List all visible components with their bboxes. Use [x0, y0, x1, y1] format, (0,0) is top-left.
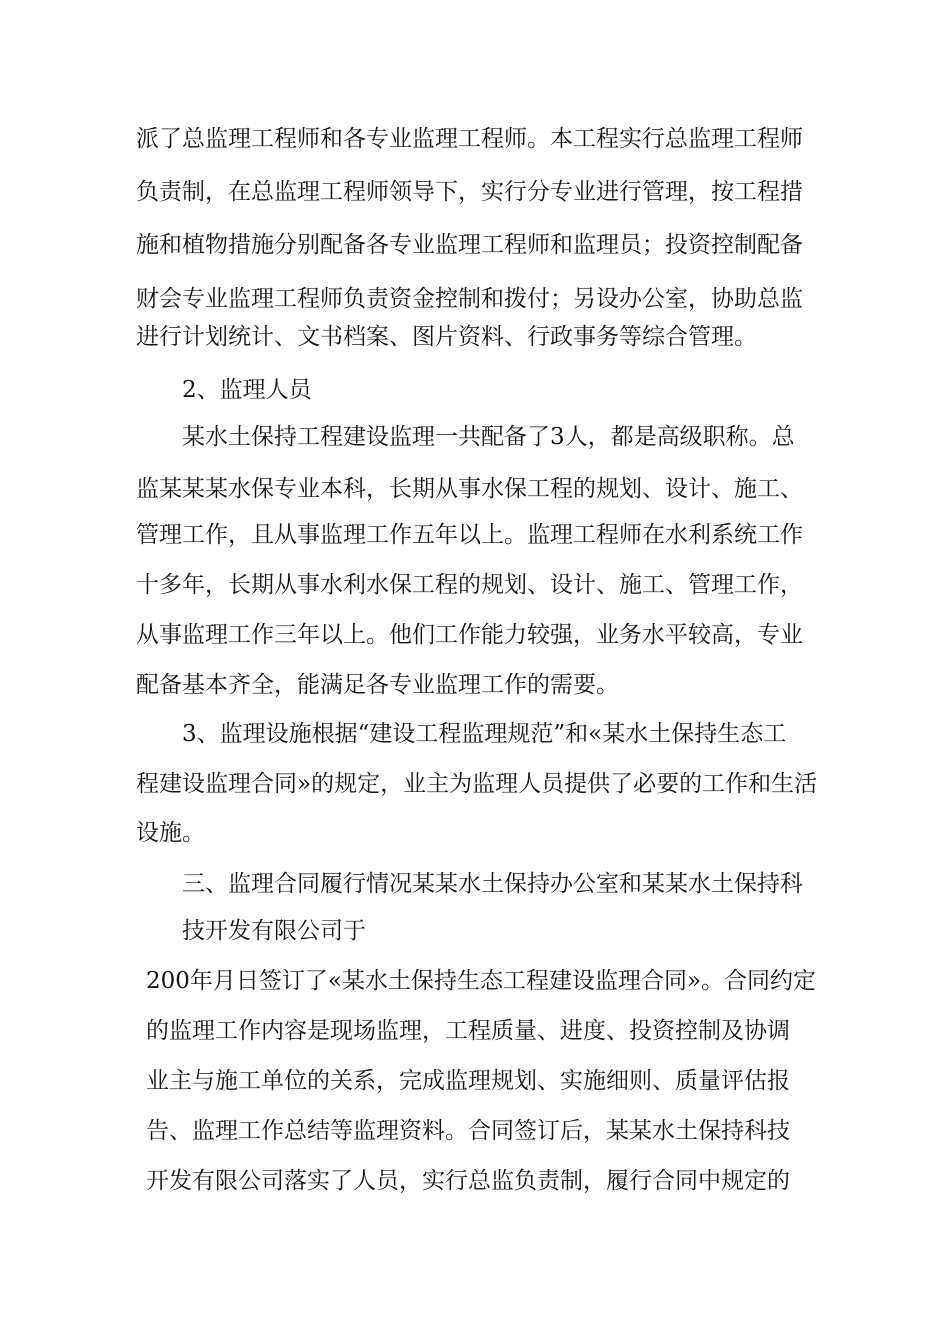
body-text-line: 管理工作，且从事监理工作五年以上。监理工程师在水利系统工作: [136, 522, 803, 548]
body-text-line: 开发有限公司落实了人员，实行总监负责制，履行合同中规定的: [146, 1168, 790, 1194]
body-text-line: 的监理工作内容是现场监理，工程质量、进度、投资控制及协调: [146, 1018, 790, 1044]
body-text-line: 200年月日签订了«某水土保持生态工程建设监理合同»。合同约定: [146, 968, 817, 994]
body-text-line: 技开发有限公司于: [182, 918, 366, 944]
body-text-line: 设施。: [136, 820, 205, 846]
section-heading: 三、监理合同履行情况某某水土保持办公室和某某水土保持科: [182, 871, 803, 897]
body-text-line: 程建设监理合同»的规定，业主为监理人员提供了必要的工作和生活: [136, 771, 818, 797]
section-heading: 2、监理人员: [182, 377, 312, 403]
body-text-line: 监某某某水保专业本科，长期从事水保工程的规划、设计、施工、: [136, 476, 803, 502]
section-heading: 3、监理设施根据“建设工程监理规范”和«某水土保持生态工: [182, 721, 787, 747]
body-text-line: 施和植物措施分别配备各专业监理工程师和监理员；投资控制配备: [136, 232, 803, 258]
body-text-line: 负责制，在总监理工程师领导下，实行分专业进行管理，按工程措: [136, 179, 803, 205]
body-text-line: 进行计划统计、文书档案、图片资料、行政事务等综合管理。: [136, 324, 757, 350]
body-text-line: 业主与施工单位的关系，完成监理规划、实施细则、质量评估报: [146, 1068, 790, 1094]
body-text-line: 某水土保持工程建设监理一共配备了3人，都是高级职称。总: [182, 424, 795, 450]
body-text-line: 财会专业监理工程师负责资金控制和拨付；另设办公室，协助总监: [136, 286, 803, 312]
body-text-line: 告、监理工作总结等监理资料。合同签订后，某某水土保持科技: [146, 1118, 790, 1144]
body-text-line: 十多年，长期从事水利水保工程的规划、设计、施工、管理工作，: [136, 572, 803, 598]
body-text-line: 从事监理工作三年以上。他们工作能力较强，业务水平较高，专业: [136, 622, 803, 648]
body-text-line: 派了总监理工程师和各专业监理工程师。本工程实行总监理工程师: [136, 126, 803, 152]
body-text-line: 配备基本齐全，能满足各专业监理工作的需要。: [136, 672, 619, 698]
